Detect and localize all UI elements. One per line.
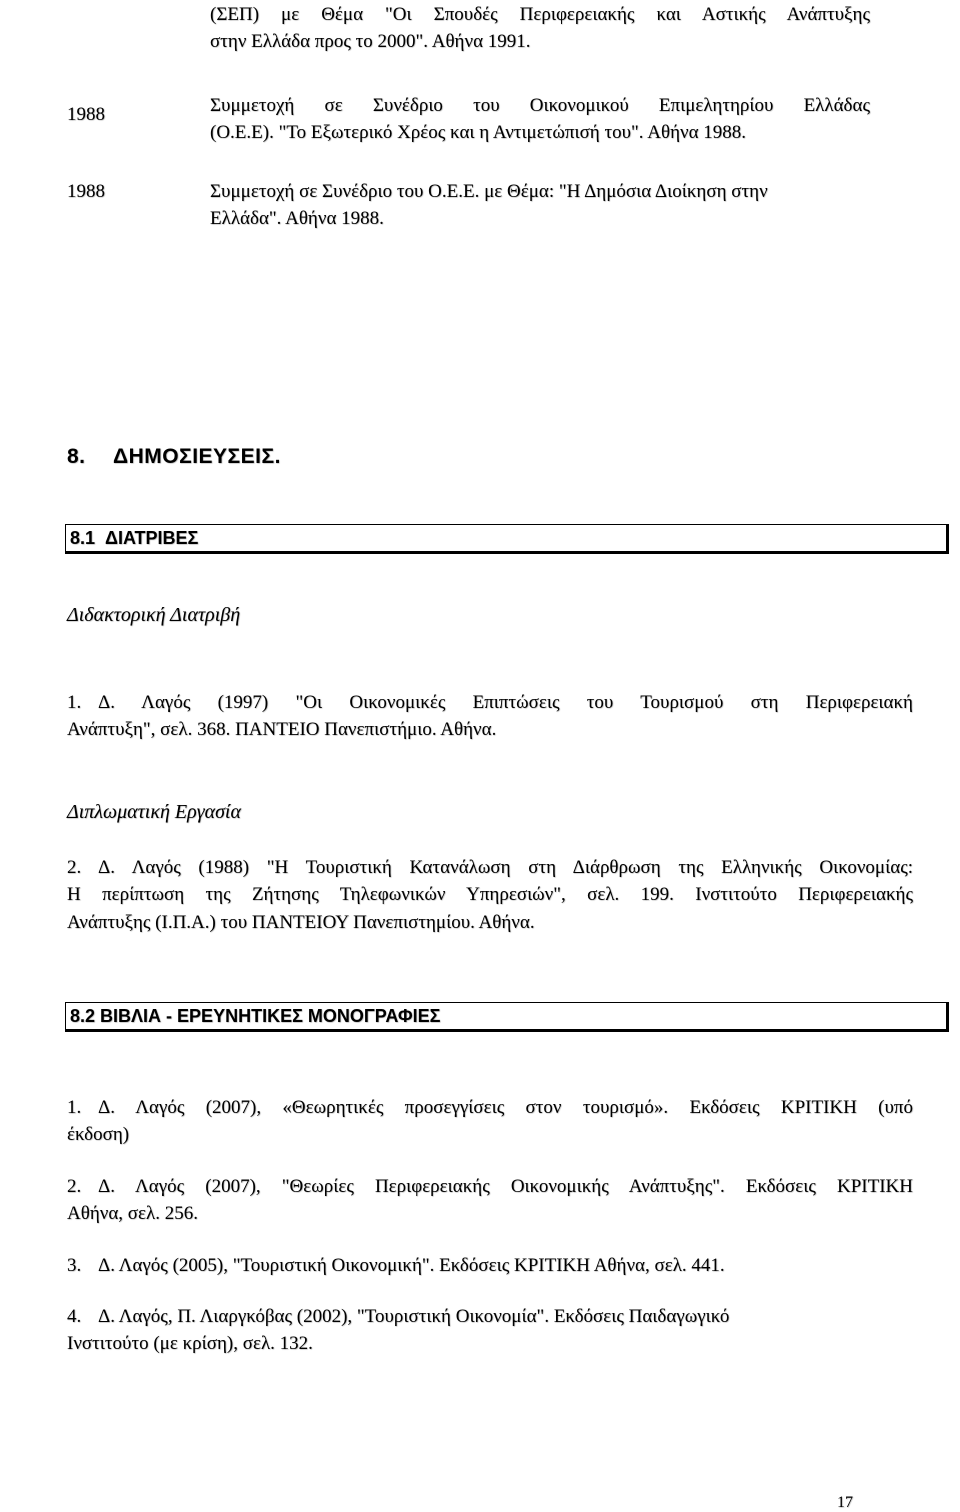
book-item-line2: Αθήνα, σελ. 256.	[67, 1203, 198, 1224]
entry-text-line1: Συμμετοχή σε Συνέδριο του Ο.Ε.Ε. με Θέμα: "Η Δημόσια Διοίκηση στην	[210, 181, 768, 202]
doctoral-item-line1: Δ. Λαγός (1997) "Οι Οικονομικές Επιπτώσεις του Τουρισμού στη Περιφερειακή	[98, 692, 913, 713]
section-8-1-title: ΔΙΑΤΡΙΒΕΣ	[105, 528, 199, 548]
book-item-line2: έκδοση)	[67, 1124, 130, 1145]
section-8-2-heading-box	[65, 1002, 949, 1032]
book-item-line1: Δ. Λαγός, Π. Λιαργκόβας (2002), "Τουριστική Οικονομία". Εκδόσεις Παιδαγωγικό	[98, 1306, 730, 1327]
doctoral-subtitle: Διδακτορική Διατριβή	[67, 604, 241, 626]
book-item-number: 2.	[67, 1176, 82, 1197]
book-item-line1: Δ. Λαγός (2007), «Θεωρητικές προσεγγίσεις στον τουρισμό». Εκδόσεις ΚΡΙΤΙΚΗ (υπό	[98, 1097, 913, 1118]
entry-year: 1988	[67, 104, 105, 125]
doctoral-item-line2: Ανάπτυξη", σελ. 368. ΠΑΝΤΕΙΟ Πανεπιστήμιο. Αθήνα.	[67, 719, 497, 740]
book-item-number: 1.	[67, 1097, 82, 1118]
diploma-subtitle: Διπλωματική Εργασία	[67, 801, 241, 823]
page-number: 17	[837, 1494, 853, 1511]
entry-text-line2: (Ο.Ε.Ε). "Το Εξωτερικό Χρέος και η Αντιμετώπισή του". Αθήνα 1988.	[210, 122, 747, 143]
section-8-2-number: 8.2	[70, 1006, 96, 1026]
diploma-item-line1: Δ. Λαγός (1988) "Η Τουριστική Κατανάλωση στη Διάρθρωση της Ελληνικής Οικονομίας:	[98, 857, 913, 878]
section-8-title: ΔΗΜΟΣΙΕΥΣΕΙΣ.	[113, 445, 281, 468]
doctoral-item-number: 1.	[67, 692, 82, 713]
section-8-2-title: ΒΙΒΛΙΑ - ΕΡΕΥΝΗΤΙΚΕΣ ΜΟΝΟΓΡΑΦΙΕΣ	[100, 1006, 441, 1026]
book-item-number: 3.	[67, 1255, 82, 1276]
section-8-1-heading-box	[65, 524, 949, 554]
book-item-line1: Δ. Λαγός (2005), "Τουριστική Οικονομική". Εκδόσεις ΚΡΙΤΙΚΗ Αθήνα, σελ. 441.	[98, 1255, 725, 1276]
entry-text-line1: Συμμετοχή σε Συνέδριο του Οικονομικού Επιμελητηρίου Ελλάδας	[210, 95, 870, 116]
book-item-line1: Δ. Λαγός (2007), "Θεωρίες Περιφερειακής Οικονομικής Ανάπτυξης". Εκδόσεις ΚΡΙΤΙΚΗ	[98, 1176, 913, 1197]
diploma-item-number: 2.	[67, 857, 82, 878]
section-8-number: 8.	[67, 445, 86, 468]
book-item-number: 4.	[67, 1306, 82, 1327]
diploma-item-line2: Η περίπτωση της Ζήτησης Τηλεφωνικών Υπηρεσιών", σελ. 199. Ινστιτούτο Περιφερειακής	[67, 884, 913, 905]
entry-year: 1988	[67, 181, 105, 202]
diploma-item-line3: Ανάπτυξης (Ι.Π.Α.) του ΠΑΝΤΕΙΟΥ Πανεπιστημίου. Αθήνα.	[67, 912, 535, 933]
book-item-line2: Ινστιτούτο (με κρίση), σελ. 132.	[67, 1333, 313, 1354]
section-8-1-number: 8.1	[70, 528, 96, 548]
entry-continuation-line1: (ΣΕΠ) με Θέμα "Οι Σπουδές Περιφερειακής και Αστικής Ανάπτυξης	[210, 4, 870, 25]
entry-text-line2: Ελλάδα". Αθήνα 1988.	[210, 208, 384, 229]
entry-continuation-line2: στην Ελλάδα προς το 2000". Αθήνα 1991.	[210, 31, 531, 52]
